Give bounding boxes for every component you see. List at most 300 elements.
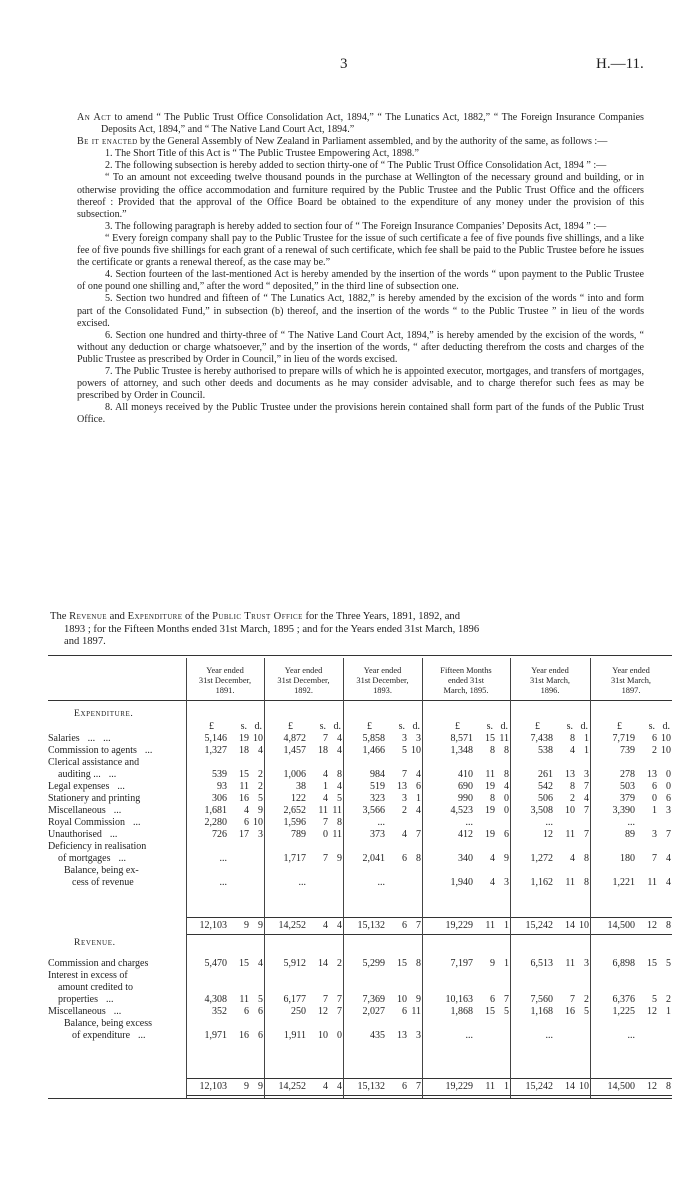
row-label (48, 1018, 202, 1030)
currency-shilling: s. (319, 721, 326, 732)
expenditure-cell-pence: 8 (337, 769, 342, 780)
row-label-text: Miscellaneous (48, 1006, 106, 1017)
expenditure-cell (264, 877, 343, 889)
revenue-cell-pence: 2 (337, 958, 342, 969)
expenditure-cell-pounds: 506 (538, 793, 553, 804)
revenue-cell-pence: 5 (584, 1006, 589, 1017)
expenditure-cell-shillings: 11 (485, 769, 495, 780)
expenditure-cell-pence: 4 (666, 877, 671, 888)
revenue-total-cell-pence: 7 (416, 1081, 421, 1092)
row-label-text: of mortgages (58, 853, 111, 864)
expenditure-cell-pounds: 412 (458, 829, 473, 840)
row-label (48, 1006, 186, 1018)
revenue-cell (510, 994, 590, 1006)
expenditure-cell-shillings: 1 (652, 805, 657, 816)
revenue-cell-shillings: 15 (239, 958, 249, 969)
expenditure-cell-pounds: ... (465, 817, 473, 828)
expenditure-cell-pence: 7 (584, 805, 589, 816)
expenditure-cell-shillings: 4 (490, 853, 495, 864)
expenditure-cell (186, 733, 264, 745)
column-header-line: March, 1895. (443, 686, 489, 695)
revenue-cell-pence: 9 (416, 994, 421, 1005)
leader-dots: ... (113, 805, 122, 816)
revenue-cell (590, 958, 672, 970)
column-header-line: Year ended (206, 666, 244, 675)
expenditure-cell-pence: 4 (666, 853, 671, 864)
expenditure-cell (590, 781, 672, 793)
currency-header (510, 721, 590, 733)
expenditure-cell (590, 817, 672, 829)
revenue-total-cell-pence: 10 (579, 1081, 589, 1092)
act-paragraph: “ To an amount not exceeding twelve thousand pounds in the purchase at Wellington of the necessary ground and building, or in otherwise providing the office accommodation and furniture required by the Public Trustee and the Public Trust Office and the officers thereof : Provided that the approval of the Office Board be obtained to the expenditure of any money under the provision of this subsection.” (77, 172, 644, 220)
leader-dots: ... (103, 733, 111, 744)
column-header-line: 1892. (294, 686, 313, 695)
expenditure-cell-pence: 11 (332, 805, 342, 816)
revenue-cell (343, 1030, 422, 1042)
row-label (48, 994, 196, 1006)
expenditure-cell-pounds: 1,940 (450, 877, 473, 888)
revenue-cell (264, 1006, 343, 1018)
expenditure-cell (264, 733, 343, 745)
revenue-total-cell-pounds: 15,242 (525, 1081, 553, 1092)
expenditure-cell-pence: 9 (258, 805, 263, 816)
currency-pence: d. (333, 721, 341, 732)
expenditure-total-cell-pounds: 12,103 (199, 920, 227, 931)
expenditure-cell-pence: 6 (504, 829, 509, 840)
expenditure-cell (590, 877, 672, 889)
expenditure-cell (422, 805, 510, 817)
column-header-line: 31st December, (198, 676, 252, 685)
expenditure-cell-pounds: 503 (620, 781, 635, 792)
revenue-cell-pounds: 1,868 (450, 1006, 473, 1017)
expenditure-cell-shillings: 6 (244, 817, 249, 828)
expenditure-cell-pence: 3 (416, 733, 421, 744)
expenditure-cell (422, 829, 510, 841)
row-label-text: Royal Commission (48, 817, 125, 828)
expenditure-cell (422, 781, 510, 793)
expenditure-cell-pence: 0 (504, 793, 509, 804)
expenditure-cell-pence: 3 (258, 829, 263, 840)
column-header-line: 31st December, (277, 676, 330, 685)
expenditure-cell-pounds: 4,872 (283, 733, 306, 744)
expenditure-cell-pounds: 990 (458, 793, 473, 804)
revenue-cell-shillings: 16 (239, 1030, 249, 1041)
currency-pence: d. (412, 721, 420, 732)
expenditure-cell-pounds: 278 (620, 769, 635, 780)
expenditure-cell-shillings: 2 (652, 745, 657, 756)
row-label-text: Miscellaneous (48, 805, 106, 816)
expenditure-cell-pounds: 122 (291, 793, 306, 804)
expenditure-total-cell-shillings: 6 (402, 920, 407, 931)
expenditure-cell-pounds: 410 (458, 769, 473, 780)
revenue-cell-pounds: 435 (370, 1030, 385, 1041)
act-paragraph: “ Every foreign company shall pay to the Public Trustee for the issue of such certificate a fee of five pounds five shillings, and a like fee of five pounds five shillings for each grant of a renewal of such certificate, which fee shall be paid to the Public Trustee before he issues the certificate or grants a renewal thereof, as the case may be.” (77, 232, 644, 269)
act-text (77, 112, 644, 426)
expenditure-cell-pence: 8 (337, 817, 342, 828)
expenditure-cell-shillings: 7 (402, 769, 407, 780)
currency-shilling: s. (398, 721, 405, 732)
table-top-rule (48, 655, 672, 656)
currency-header (422, 721, 510, 733)
row-label-text: amount credited to (58, 982, 133, 993)
revenue-cell-pence: 6 (258, 1030, 263, 1041)
expenditure-cell-pounds: ... (545, 817, 553, 828)
expenditure-cell-pounds: 379 (620, 793, 635, 804)
leader-dots: ... (138, 1030, 146, 1041)
expenditure-cell (510, 853, 590, 865)
expenditure-cell-pounds: 690 (458, 781, 473, 792)
expenditure-cell-shillings: 4 (244, 805, 249, 816)
currency-shilling: s. (240, 721, 247, 732)
expenditure-cell (422, 877, 510, 889)
revenue-cell (186, 1006, 264, 1018)
revenue-total-rule-bottom (186, 1095, 672, 1096)
revenue-total-cell-shillings: 14 (565, 1081, 575, 1092)
revenue-cell-pounds: 1,971 (204, 1030, 227, 1041)
expenditure-cell-pence: 7 (584, 781, 589, 792)
expenditure-cell-shillings: 11 (318, 805, 328, 816)
column-header-line: Year ended (531, 666, 569, 675)
revenue-cell-pounds: 352 (212, 1006, 227, 1017)
expenditure-cell-pounds: 323 (370, 793, 385, 804)
revenue-cell (510, 958, 590, 970)
expenditure-cell-shillings: 0 (323, 829, 328, 840)
expenditure-cell-shillings: 17 (239, 829, 249, 840)
expenditure-cell-pence: 4 (337, 781, 342, 792)
revenue-cell-pence: 3 (584, 958, 589, 969)
currency-pence: d. (254, 721, 262, 732)
expenditure-cell (186, 745, 264, 757)
expenditure-cell-shillings: 6 (402, 853, 407, 864)
revenue-heading: Revenue. (74, 937, 116, 948)
expenditure-cell-shillings: 4 (570, 745, 575, 756)
expenditure-cell-pounds: 542 (538, 781, 553, 792)
expenditure-cell-shillings: 4 (490, 877, 495, 888)
expenditure-cell-shillings: 19 (485, 805, 495, 816)
expenditure-total-cell-pounds: 14,252 (278, 920, 306, 931)
expenditure-cell-pence: 2 (258, 781, 263, 792)
revenue-cell (264, 958, 343, 970)
revenue-total-cell-shillings: 6 (402, 1081, 407, 1092)
revenue-cell-shillings: 16 (565, 1006, 575, 1017)
expenditure-cell-pence: 8 (584, 853, 589, 864)
revenue-cell-pounds: ... (465, 1030, 473, 1041)
column-header-line: Year ended (612, 666, 650, 675)
revenue-cell-shillings: 15 (485, 1006, 495, 1017)
revenue-cell-pounds: 7,369 (362, 994, 385, 1005)
expenditure-cell-shillings: 15 (485, 733, 495, 744)
revenue-cell (343, 1006, 422, 1018)
leader-dots: ... (109, 829, 118, 840)
expenditure-cell (590, 745, 672, 757)
revenue-cell-pounds: 5,470 (204, 958, 227, 969)
expenditure-cell-pence: 7 (666, 829, 671, 840)
revenue-total-cell-pounds: 19,229 (445, 1081, 473, 1092)
act-paragraph: 6. Section one hundred and thirty-three of “ The Native Land Court Act, 1894,” is hereby amended by the excision of the words, “ without any deduction or charge whatsoever,” and by the insertion of the words, “ after deducting therefrom the costs and charges of the Public Trustee as prescribed by Order in Council,” in lieu of the words excised. (77, 329, 644, 365)
expenditure-cell-pence: 10 (661, 745, 671, 756)
expenditure-cell (343, 793, 422, 805)
expenditure-cell-pence: 10 (411, 745, 421, 756)
revenue-total-cell (264, 1081, 343, 1093)
currency-pence: d. (580, 721, 588, 732)
revenue-total-cell-shillings: 4 (323, 1081, 328, 1092)
row-label (48, 793, 186, 805)
revenue-cell-shillings: 6 (244, 1006, 249, 1017)
revenue-cell-pounds: 7,560 (530, 994, 553, 1005)
expenditure-cell-pounds: 1,717 (283, 853, 306, 864)
revenue-total-cell-pence: 1 (504, 1081, 509, 1092)
expenditure-total-cell-pence: 1 (504, 920, 509, 931)
leader-dots: ... (108, 769, 117, 780)
expenditure-cell-pence: 4 (258, 745, 263, 756)
revenue-cell-pence: 2 (666, 994, 671, 1005)
currency-header (186, 721, 264, 733)
revenue-total-cell-pounds: 14,500 (607, 1081, 635, 1092)
revenue-cell-pounds: 5,912 (283, 958, 306, 969)
expenditure-cell (343, 853, 422, 865)
revenue-cell-pence: 5 (504, 1006, 509, 1017)
expenditure-cell-shillings: 13 (397, 781, 407, 792)
expenditure-cell-pounds: 1,162 (530, 877, 553, 888)
revenue-cell-pounds: 2,027 (362, 1006, 385, 1017)
expenditure-cell-shillings: 4 (402, 829, 407, 840)
row-label (48, 805, 186, 817)
expenditure-cell-pence: 4 (584, 793, 589, 804)
expenditure-cell-pounds: ... (219, 877, 227, 888)
expenditure-cell (422, 745, 510, 757)
expenditure-cell-shillings: 4 (570, 853, 575, 864)
expenditure-cell (264, 781, 343, 793)
row-label (48, 733, 186, 745)
revenue-cell-pounds: 6,376 (612, 994, 635, 1005)
revenue-cell (186, 994, 264, 1006)
expenditure-cell-pence: 10 (253, 733, 263, 744)
revenue-cell-pence: 5 (258, 994, 263, 1005)
expenditure-cell (343, 805, 422, 817)
row-label (48, 769, 196, 781)
expenditure-cell-pounds: 1,327 (204, 745, 227, 756)
revenue-total-cell-pence: 9 (258, 1081, 263, 1092)
expenditure-cell-pounds: 5,858 (362, 733, 385, 744)
currency-header (343, 721, 422, 733)
column-header-line: 1897. (621, 686, 641, 695)
expenditure-cell-pounds: ... (377, 817, 385, 828)
expenditure-cell-pence: 11 (332, 829, 342, 840)
expenditure-cell-shillings: 8 (570, 781, 575, 792)
revenue-total-cell-shillings: 9 (244, 1081, 249, 1092)
column-header-line: 1891. (215, 686, 235, 695)
currency-pence: d. (500, 721, 508, 732)
row-label-text: Unauthorised (48, 829, 102, 840)
revenue-cell-shillings: 10 (318, 1030, 328, 1041)
expenditure-cell-shillings: 16 (239, 793, 249, 804)
row-label-text: Deficiency in realisation (48, 841, 147, 852)
expenditure-cell (510, 745, 590, 757)
expenditure-cell-pounds: 8,571 (450, 733, 473, 744)
currency-shilling: s. (566, 721, 573, 732)
row-label (48, 841, 186, 853)
expenditure-cell (186, 853, 264, 865)
expenditure-cell-shillings: 3 (402, 733, 407, 744)
revenue-cell (343, 958, 422, 970)
act-paragraph: 8. All moneys received by the Public Trustee under the provisions herein contained shall form part of the funds of the Public Trust Office. (77, 402, 644, 426)
revenue-cell (590, 1006, 672, 1018)
expenditure-cell-shillings: 13 (647, 769, 657, 780)
revenue-cell-shillings: 11 (565, 958, 575, 969)
expenditure-cell-pounds: 340 (458, 853, 473, 864)
expenditure-cell-pence: 4 (337, 745, 342, 756)
expenditure-cell-pence: 4 (416, 769, 421, 780)
revenue-cell-shillings: 15 (397, 958, 407, 969)
expenditure-cell (264, 805, 343, 817)
column-header-line: Year ended (363, 666, 402, 675)
expenditure-cell (590, 769, 672, 781)
revenue-cell-pence: 7 (337, 994, 342, 1005)
expenditure-cell (510, 781, 590, 793)
expenditure-cell (264, 769, 343, 781)
expenditure-cell-pence: 6 (666, 793, 671, 804)
row-label (48, 982, 196, 994)
expenditure-cell (343, 829, 422, 841)
paper-reference: H.—11. (596, 56, 644, 72)
expenditure-cell-shillings: 3 (402, 793, 407, 804)
revenue-cell-pence: 2 (584, 994, 589, 1005)
currency-pound: £ (367, 721, 372, 732)
expenditure-cell-shillings: 7 (652, 853, 657, 864)
expenditure-heading: Expenditure. (74, 708, 134, 719)
revenue-cell (590, 994, 672, 1006)
revenue-cell-pence: 0 (337, 1030, 342, 1041)
revenue-total-cell-shillings: 12 (647, 1081, 657, 1092)
expenditure-cell-shillings: 18 (318, 745, 328, 756)
revenue-total-cell-pounds: 15,132 (357, 1081, 385, 1092)
expenditure-cell-pounds: ... (298, 877, 306, 888)
row-label-text: Commission to agents (48, 745, 137, 756)
expenditure-cell-pence: 8 (504, 745, 509, 756)
revenue-cell-pence: 4 (258, 958, 263, 969)
expenditure-cell-pounds: ... (219, 853, 227, 864)
column-header-line: 1893. (373, 686, 392, 695)
revenue-cell-pence: 7 (504, 994, 509, 1005)
expenditure-cell (422, 817, 510, 829)
expenditure-cell-shillings: 10 (565, 805, 575, 816)
currency-header (590, 721, 672, 733)
expenditure-cell (590, 733, 672, 745)
revenue-cell-pounds: 5,299 (362, 958, 385, 969)
expenditure-total-rule-top (186, 917, 672, 918)
revenue-cell-shillings: 5 (652, 994, 657, 1005)
revenue-cell (510, 1006, 590, 1018)
expenditure-cell (264, 817, 343, 829)
revenue-cell (264, 1030, 343, 1042)
revenue-cell-pence: 5 (666, 958, 671, 969)
expenditure-total-cell-shillings: 12 (647, 920, 657, 931)
expenditure-cell (186, 817, 264, 829)
expenditure-cell-pounds: 4,523 (450, 805, 473, 816)
revenue-total-cell (186, 1081, 264, 1093)
expenditure-cell-shillings: 11 (565, 829, 575, 840)
expenditure-total-cell-shillings: 9 (244, 920, 249, 931)
expenditure-cell (186, 769, 264, 781)
expenditure-cell-pounds: 2,041 (362, 853, 385, 864)
currency-shilling: s. (648, 721, 655, 732)
expenditure-cell-pounds: 1,272 (530, 853, 553, 864)
revenue-cell-shillings: 6 (402, 1006, 407, 1017)
currency-pound: £ (209, 721, 214, 732)
revenue-cell-pounds: 4,308 (204, 994, 227, 1005)
expenditure-cell (264, 793, 343, 805)
expenditure-cell-pounds: 3,508 (530, 805, 553, 816)
expenditure-cell (186, 781, 264, 793)
row-label (48, 757, 186, 769)
expenditure-cell-pounds: 5,146 (204, 733, 227, 744)
expenditure-cell-shillings: 2 (402, 805, 407, 816)
header-rule (48, 700, 672, 701)
act-paragraph: 7. The Public Trustee is hereby authorised to prepare wills of which he is appointed executor, mortgages, and transfers of mortgages, powers of attorney, and such other deeds and documents as he may consider advisable, and to charge therefor such fees as may be prescribed by Order in Council. (77, 365, 644, 402)
expenditure-cell-pounds: 1,006 (283, 769, 306, 780)
expenditure-total-cell-pence: 10 (579, 920, 589, 931)
leader-dots: ... (87, 733, 96, 744)
expenditure-cell-pence: 5 (337, 793, 342, 804)
leader-dots: ... (113, 1006, 122, 1017)
expenditure-cell (343, 817, 422, 829)
expenditure-cell (510, 829, 590, 841)
revenue-cell-pence: 6 (258, 1006, 263, 1017)
expenditure-cell (343, 733, 422, 745)
revenue-cell (422, 994, 510, 1006)
expenditure-cell (422, 769, 510, 781)
row-label-text: Clerical assistance and (48, 757, 140, 768)
expenditure-cell (510, 805, 590, 817)
expenditure-total-cell-shillings: 14 (565, 920, 575, 931)
revenue-cell-pounds: 6,898 (612, 958, 635, 969)
revenue-cell (510, 1030, 590, 1042)
expenditure-cell-pounds: 519 (370, 781, 385, 792)
expenditure-cell-shillings: 19 (485, 781, 495, 792)
expenditure-cell-pence: 4 (504, 781, 509, 792)
expenditure-cell (422, 793, 510, 805)
revenue-cell-pounds: ... (545, 1030, 553, 1041)
revenue-total-cell-pence: 8 (666, 1081, 671, 1092)
expenditure-cell-pence: 10 (661, 733, 671, 744)
expenditure-total-cell (264, 920, 343, 932)
expenditure-total-cell-pence: 4 (337, 920, 342, 931)
expenditure-cell-pence: 9 (337, 853, 342, 864)
revenue-cell (590, 1030, 672, 1042)
revenue-total-cell-shillings: 11 (485, 1081, 495, 1092)
row-label (48, 745, 186, 757)
expenditure-total-cell-shillings: 11 (485, 920, 495, 931)
expenditure-cell-pence: 3 (504, 877, 509, 888)
leader-dots: ... (118, 853, 126, 864)
expenditure-cell-pence: 3 (666, 805, 671, 816)
expenditure-cell-pounds: 1,457 (283, 745, 306, 756)
expenditure-cell-pounds: 373 (370, 829, 385, 840)
enacting-clause: Be it enacted by the General Assembly of New Zealand in Parliament assembled, and by the authority of the same, as follows :— (77, 136, 608, 148)
expenditure-cell-shillings: 11 (239, 781, 249, 792)
revenue-cell-pounds: 250 (291, 1006, 306, 1017)
expenditure-cell-pence: 8 (416, 853, 421, 864)
revenue-cell (422, 1006, 510, 1018)
revenue-cell-pounds: 1,225 (612, 1006, 635, 1017)
expenditure-cell-pounds: 789 (291, 829, 306, 840)
page-header (0, 56, 700, 78)
expenditure-cell-pence: 11 (499, 733, 509, 744)
revenue-cell-shillings: 14 (318, 958, 328, 969)
column-header-line: 1896. (540, 686, 560, 695)
expenditure-cell (422, 733, 510, 745)
currency-pound: £ (535, 721, 540, 732)
